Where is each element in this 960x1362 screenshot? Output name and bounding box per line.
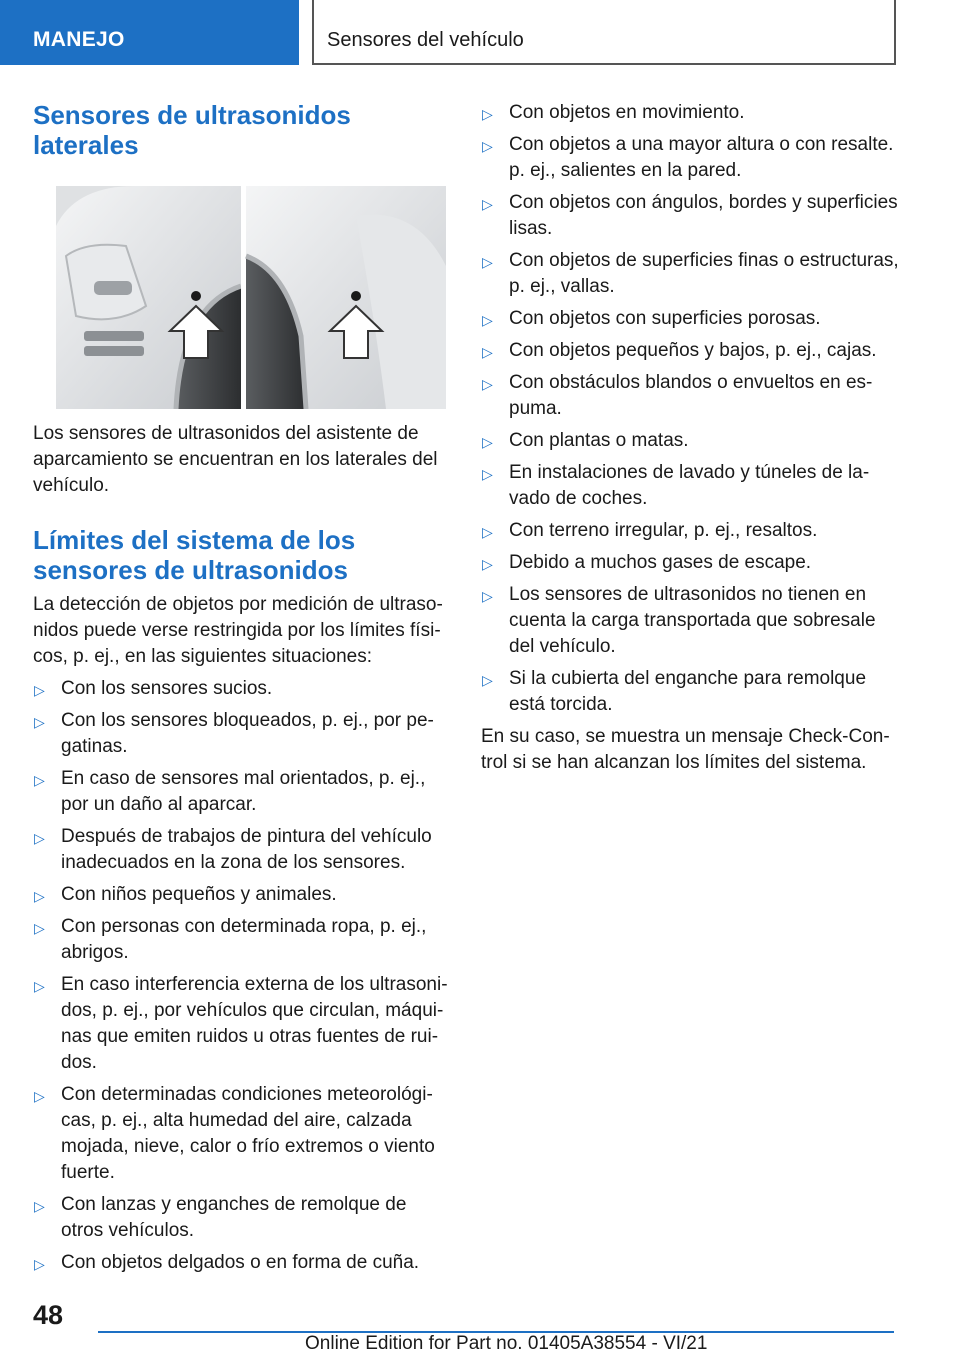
list-item: ▷ Con objetos pequeños y bajos, p. ej., cajas. [481, 338, 901, 364]
triangle-right-icon: ▷ [482, 524, 493, 540]
figure-caption: Los sensores de ultrasonidos del asistente de aparcamiento se encuentran en los laterales del vehículo. [33, 423, 438, 496]
list-item: ▷ Con objetos a una mayor altura o con resalte. p. ej., salientes en la pared. [482, 134, 894, 181]
triangle-right-icon: ▷ [34, 920, 45, 936]
list-item: ▷ Con lanzas y enganches de remolque de otros vehículos. [34, 1194, 407, 1241]
list-item: ▷ Con objetos delgados o en forma de cuña. [33, 1250, 449, 1276]
triangle-right-icon: ▷ [482, 376, 493, 392]
triangle-right-icon: ▷ [482, 466, 493, 482]
list-item: ▷ Con los sensores bloqueados, p. ej., por pegatinas. [34, 710, 434, 757]
edition-label: Online Edition for Part no. 01405A38554 - VI/21 [305, 1333, 708, 1354]
triangle-right-icon: ▷ [482, 196, 493, 212]
triangle-right-icon: ▷ [482, 106, 493, 122]
limits-list [33, 676, 449, 1276]
chapter-tab[interactable] [0, 0, 299, 65]
list-item: ▷ Con determinadas condiciones meteorológicas, p. ej., alta humedad del aire, calzada mojada, nieve, calor o frío extremos o viento fuerte. [34, 1084, 435, 1183]
triangle-right-icon: ▷ [34, 714, 45, 730]
right-column [481, 100, 901, 776]
list-item: ▷ Con objetos con superficies porosas. [481, 306, 901, 332]
section-heading: Sensores de ultrasonidos laterales [33, 100, 351, 160]
triangle-right-icon: ▷ [482, 254, 493, 270]
triangle-right-icon: ▷ [34, 1088, 45, 1104]
list-item: ▷ Con plantas o matas. [481, 428, 901, 454]
list-item: ▷ Debido a muchos gases de escape. [481, 550, 901, 576]
list-item: ▷ Si la cubierta del enganche para remolque está torcida. [482, 668, 867, 715]
vehicle-side-sensors-image [56, 186, 446, 409]
chapter-label: MANEJO [33, 28, 125, 51]
triangle-right-icon: ▷ [34, 888, 45, 904]
triangle-right-icon: ▷ [34, 772, 45, 788]
list-item: ▷ Con objetos en movimiento. [481, 100, 901, 126]
triangle-right-icon: ▷ [482, 588, 493, 604]
list-item: ▷ Con los sensores sucios. [33, 676, 449, 702]
closing-paragraph: En su caso, se muestra un mensaje Check-Control si se han alcanzan los límites del sistema. [481, 726, 890, 773]
triangle-right-icon: ▷ [34, 1256, 45, 1272]
list-item: ▷ Después de trabajos de pintura del vehículo inadecuados en la zona de los sensores. [34, 826, 432, 873]
list-item: ▷ Con personas con determinada ropa, p. ej., abrigos. [34, 916, 427, 963]
triangle-right-icon: ▷ [482, 672, 493, 688]
list-item: ▷ Los sensores de ultrasonidos no tienen en cuenta la carga transportada que sobresale del vehículo. [482, 584, 876, 657]
triangle-right-icon: ▷ [34, 830, 45, 846]
list-item: ▷ Con obstáculos blandos o envueltos en espuma. [482, 372, 873, 419]
intro-paragraph: La detección de objetos por medición de ultrasonidos puede verse restringida por los límites físicos, p. ej., en las siguientes situaciones: [33, 594, 443, 667]
list-item: ▷ En caso interferencia externa de los ultrasonidos, p. ej., por vehículos que circulan, máquinas que emiten ruidos u otras fuentes de ruidos. [34, 974, 448, 1073]
triangle-right-icon: ▷ [34, 978, 45, 994]
list-item: ▷ En caso de sensores mal orientados, p. ej., por un daño al aparcar. [34, 768, 426, 815]
triangle-right-icon: ▷ [482, 344, 493, 360]
list-item: ▷ Con objetos de superficies finas o estructuras, p. ej., vallas. [482, 250, 899, 297]
list-item: ▷ Con objetos con ángulos, bordes y superficies lisas. [482, 192, 898, 239]
triangle-right-icon: ▷ [34, 682, 45, 698]
triangle-right-icon: ▷ [482, 138, 493, 154]
list-item: ▷ Con terreno irregular, p. ej., resaltos. [481, 518, 901, 544]
section-heading: Límites del sistema de los sensores de ultrasonidos [33, 525, 356, 585]
sensor-location-figure [56, 186, 446, 409]
triangle-right-icon: ▷ [34, 1198, 45, 1214]
list-item: ▷ Con niños pequeños y animales. [33, 882, 449, 908]
page-header [312, 0, 896, 65]
triangle-right-icon: ▷ [482, 556, 493, 572]
list-item: ▷ En instalaciones de lavado y túneles de lavado de coches. [482, 462, 870, 509]
triangle-right-icon: ▷ [482, 434, 493, 450]
left-column [33, 100, 449, 1282]
limits-list-continued [481, 100, 901, 718]
page-header-title: Sensores del vehículo [327, 29, 524, 51]
triangle-right-icon: ▷ [482, 312, 493, 328]
page-number: 48 [33, 1300, 64, 1330]
